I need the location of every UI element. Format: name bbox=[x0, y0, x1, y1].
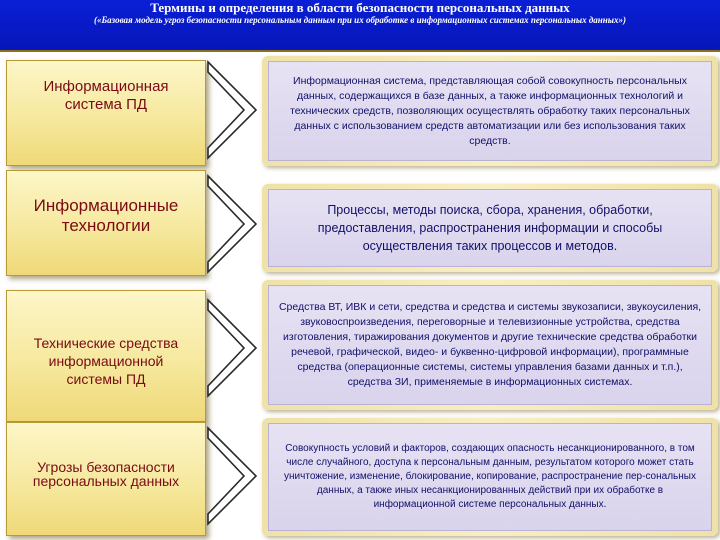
term-label: Технические средства информационной системы ПД bbox=[33, 335, 179, 387]
arrow-icon bbox=[206, 298, 258, 398]
term-label: Информационные технологии bbox=[33, 196, 179, 235]
slide-title: Термины и определения в области безопасности персональных данных bbox=[150, 0, 570, 15]
arrow-icon bbox=[206, 60, 258, 160]
slide-subtitle: («Базовая модель угроз безопасности персональным данным при их обработке в информационных системах персональных данных») bbox=[93, 15, 627, 25]
definition-text: Информационная система, представляющая собой совокупность персональных данных, содержащихся в базе данных, а также информационных технологий и технических средств, позволяющих осуществлять обработку таких персональных данных с использованием средств автоматизации или без использования таких средств. bbox=[290, 74, 690, 147]
definition-panel-security-threats bbox=[262, 418, 718, 536]
arrow-icon bbox=[206, 426, 258, 526]
definition-panel-technical-means bbox=[262, 280, 718, 410]
definition-text: Средства ВТ, ИВК и сети, средства и средства и системы звукозаписи, звукоусиления, звуковоспроизведения, переговорные и телевизионные устройства, средства изготовления, тиражирования документов и другие технические средства обработки речевой, графической, видео- и буквенно-цифровой информации), программные средства (операционные системы, системы управления базами данных и т.п.), средства ЗИ, применяемые в информационных системах. bbox=[278, 301, 702, 388]
term-label: Угрозы безопасности персональных данных bbox=[32, 459, 180, 489]
term-box-security-threats bbox=[6, 422, 206, 536]
definition-text: Процессы, методы поиска, сбора, хранения, обработки, предоставления, распространения информации и способы осуществления таких процессов и методов. bbox=[317, 203, 663, 253]
definition-box bbox=[268, 189, 712, 267]
term-box-information-technologies bbox=[6, 170, 206, 276]
definition-text: Совокупность условий и факторов, создающих опасность несанкционированного, в том числе случайного, доступа к персональным данным, результатом которого может стать уничтожение, изменение, блокирование, копирование, распространение пер-сональных данных, а также иных несанкционированных действий при их обработке в информационной системе персональных данных. bbox=[284, 443, 696, 510]
definition-box bbox=[268, 61, 712, 161]
definition-panel-information-system bbox=[262, 56, 718, 166]
arrow-icon bbox=[206, 174, 258, 274]
definition-box bbox=[268, 423, 712, 531]
term-label: Информационная система ПД bbox=[43, 78, 169, 113]
term-box-technical-means bbox=[6, 290, 206, 422]
definition-box bbox=[268, 285, 712, 405]
term-box-information-system bbox=[6, 60, 206, 166]
definition-panel-information-technologies bbox=[262, 184, 718, 272]
slide-header bbox=[0, 0, 720, 52]
